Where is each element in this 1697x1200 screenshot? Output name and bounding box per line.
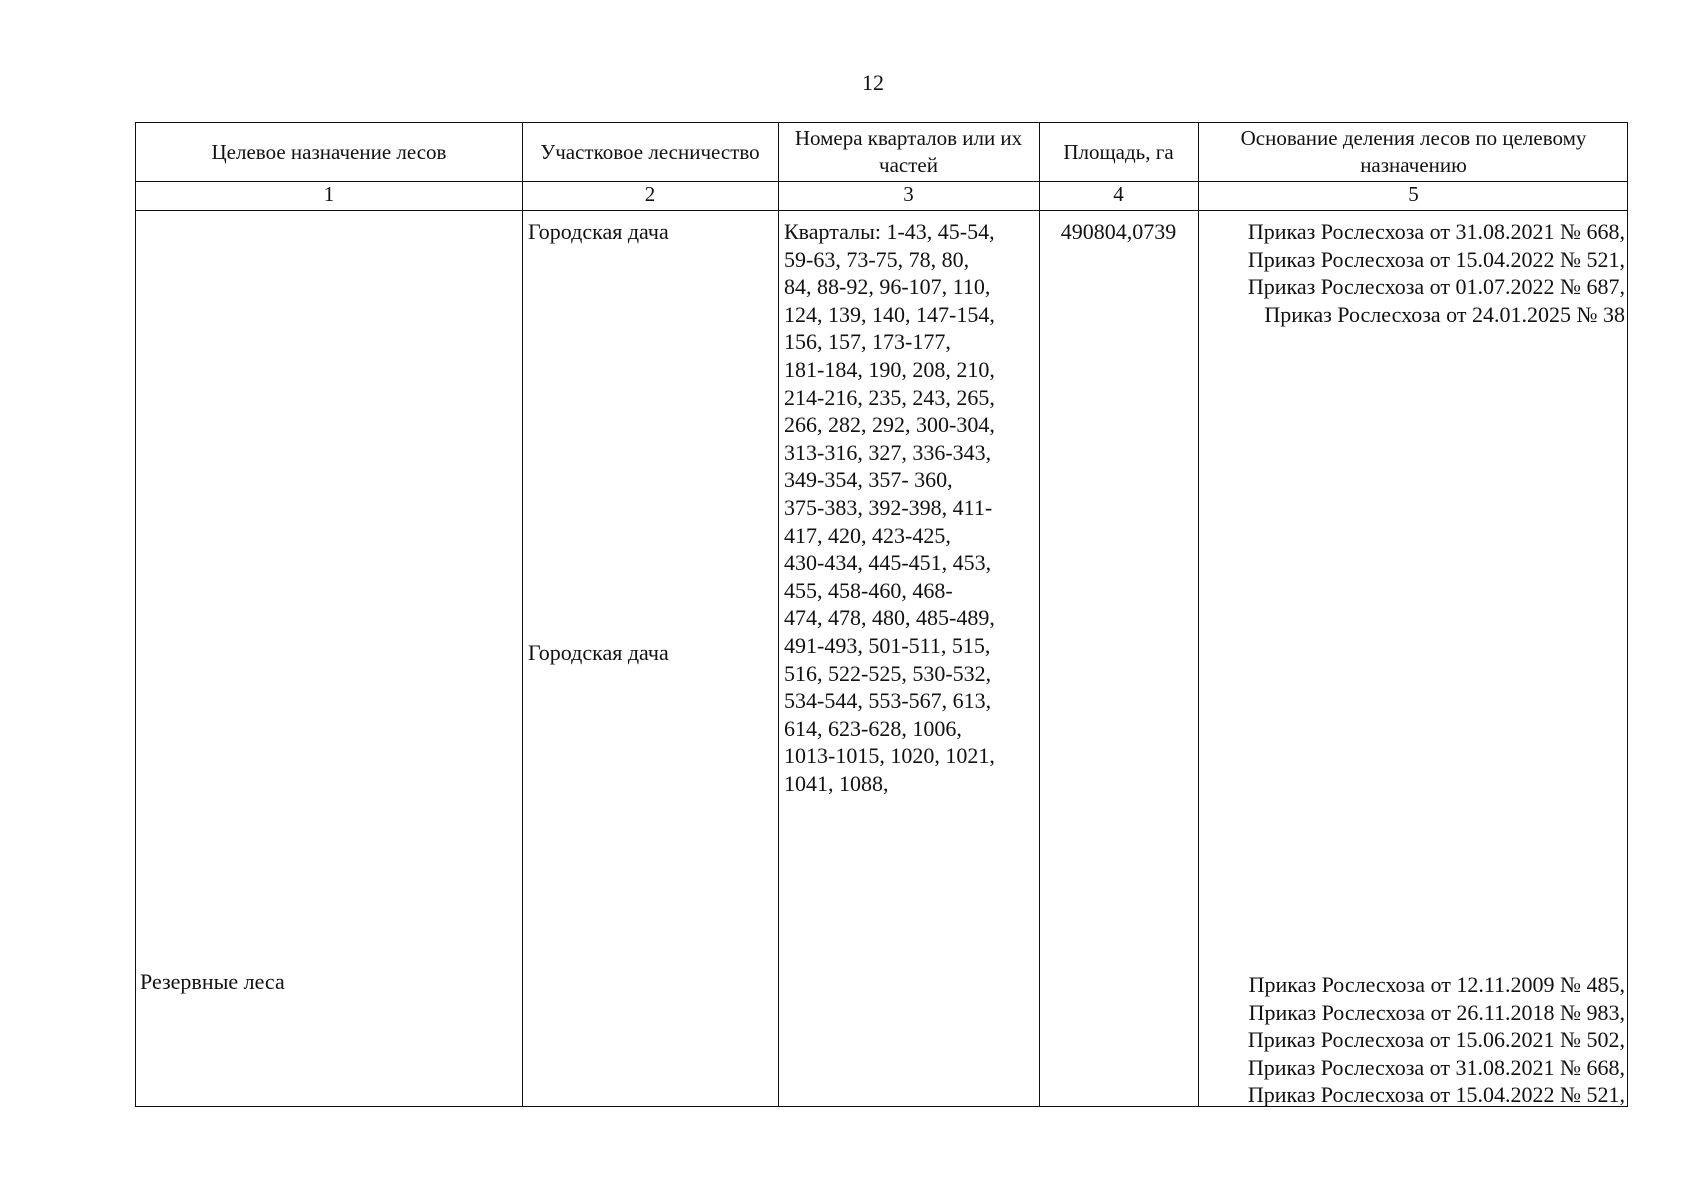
header-forestry: Участковое лесничество [540, 139, 760, 164]
page-number: 12 [862, 70, 884, 95]
header-quarters: Номера кварталов или их частей [794, 126, 1023, 177]
quarter-numbers: Кварталы: 1-43, 45-54, 59-63, 73-75, 78, 80, 84, 88-92, 96-107, 110, 124, 139, 140, 147-154, 156, 157, 173-177, 181-184, 190, 208, 210, 214-216, 235, 243, 265, 266, 282, 292, 300-304, 313-316, 327, 336-343, 349-354, 357- 360, 375-383, 392-398, 411- 417, 420, 423-425, 430-434, 445-451, 453, 455, 458-460, 468- 474, 478, 480, 485-489, 491-493, 501-511, 515, 516, 522-525, 530-532, 534-544, 553-567, 613, 614, 623-628, 1006, 1013-1015, 1020, 1021, 1041, 1088, [784, 219, 995, 796]
forestry-name: Городская дача [528, 219, 669, 244]
area-value: 490804,0739 [1060, 219, 1177, 244]
column-number: 5 [1408, 182, 1419, 206]
row-divider [136, 210, 1627, 211]
column-number: 4 [1113, 182, 1124, 206]
column-number: 2 [644, 182, 656, 206]
forest-purpose-table [135, 122, 1628, 1107]
header-basis: Основание деления лесов по целевому назначению [1240, 126, 1587, 177]
column-number: 3 [903, 182, 914, 206]
basis-orders: Приказ Рослесхоза от 31.08.2021 № 668, Приказ Рослесхоза от 15.04.2022 № 521, Приказ Рослесхоза от 01.07.2022 № 687, Приказ Рослесхоза от 24.01.2025 № 38 [1247, 219, 1625, 327]
column-divider [522, 123, 523, 1106]
column-divider [778, 123, 779, 1106]
header-area: Площадь, га [1063, 139, 1174, 164]
purpose-reserve-forests: Резервные леса [140, 969, 285, 994]
forestry-name: Городская дача [528, 640, 669, 665]
column-divider [1039, 123, 1040, 1106]
header-purpose: Целевое назначение лесов [211, 139, 447, 164]
basis-orders: Приказ Рослесхоза от 12.11.2009 № 485, Приказ Рослесхоза от 26.11.2018 № 983, Приказ Рослесхоза от 15.06.2021 № 502, Приказ Рослесхоза от 31.08.2021 № 668, Приказ Рослесхоза от 15.04.2022 № 521, [1247, 972, 1625, 1108]
column-number: 1 [323, 182, 335, 206]
